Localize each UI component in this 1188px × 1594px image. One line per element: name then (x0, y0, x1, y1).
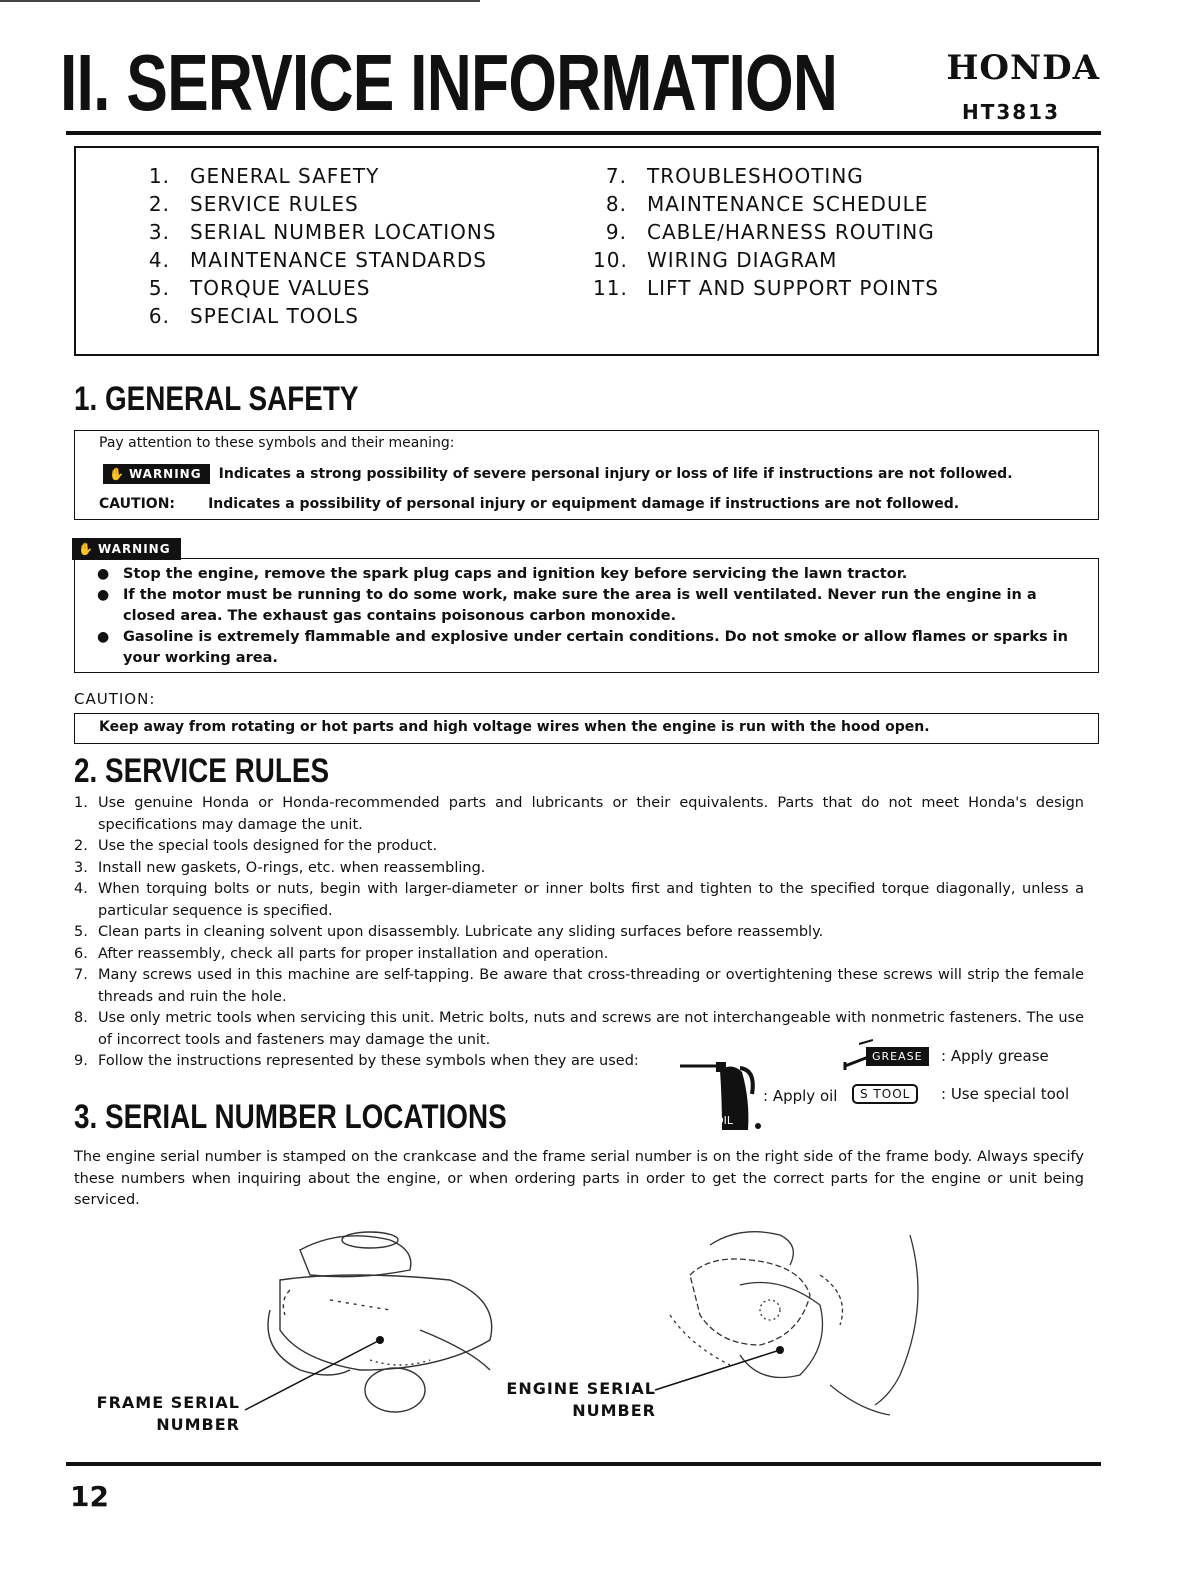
page-title: II. SERVICE INFORMATION (60, 38, 838, 127)
section-heading-service-rules: 2. SERVICE RULES (74, 752, 330, 790)
bottom-rule (66, 1462, 1101, 1466)
warning-box (74, 558, 1099, 673)
caution-definition: Indicates a possibility of personal injury or equipment damage if instructions are not followed. (208, 496, 960, 512)
rule-item: 5. Clean parts in cleaning solvent upon disassembly. Lubricate any sliding surfaces before reassembly. (74, 924, 824, 940)
warning-item: ● If the motor must be running to do some work, make sure the area is well ventilated. Never run the engine in a closed area. The exhaust gas contains poisonous carbon monoxide. (97, 587, 1037, 624)
use-special-tool-label: : Use special tool (941, 1085, 1070, 1103)
legend-intro: Pay attention to these symbols and their meaning: (99, 435, 455, 451)
rule-item: 7. Many screws used in this machine are self-tapping. Be aware that cross-threading or overtightening these screws will strip the female threads and ruin the hole. (74, 967, 1084, 1005)
special-tool-badge: S TOOL (852, 1084, 918, 1104)
service-rules-list (74, 793, 1084, 1073)
brand-logo: HONDA (946, 48, 1100, 88)
rule-item: 8. Use only metric tools when servicing this unit. Metric bolts, nuts and screws are not interchangeable with nonmetric fasteners. The use of incorrect tools and fasteners may damage the unit. (74, 1010, 1084, 1048)
hand-icon: ✋ (78, 542, 94, 556)
rule-item: 9. Follow the instructions represented by these symbols when they are used: (74, 1053, 639, 1069)
toc-item: 6. SPECIAL TOOLS (148, 304, 359, 328)
caution-heading: CAUTION: (74, 690, 156, 708)
caution-box (74, 713, 1099, 744)
legend-warning-row (103, 463, 1013, 484)
caution-label: CAUTION: (99, 496, 176, 512)
apply-oil-label: : Apply oil (763, 1087, 838, 1105)
grease-badge: GREASE (866, 1047, 929, 1066)
top-rule (0, 0, 480, 2)
toc-item: 7. TROUBLESHOOTING (605, 164, 864, 188)
apply-grease-label: : Apply grease (941, 1047, 1049, 1065)
serial-number-paragraph: The engine serial number is stamped on the crankcase and the frame serial number is on the right side of the frame body. Always specify these numbers when inquiring about the engine, or when ordering parts in order to get the correct parts for the engine or unit being serviced. (74, 1149, 1084, 1208)
symbol-legend-box (74, 430, 1099, 520)
warning-badge: ✋ WARNING (103, 464, 210, 484)
rule-item: 1. Use genuine Honda or Honda-recommended parts and lubricants or their equivalents. Parts that do not meet Honda's design specifications may damage the unit. (74, 795, 1084, 833)
toc-item: 9. CABLE/HARNESS ROUTING (605, 220, 935, 244)
toc-item: 11. LIFT AND SUPPORT POINTS (593, 276, 939, 300)
oil-badge: OIL (715, 1114, 734, 1127)
toc-box (74, 146, 1099, 356)
rule-item: 2. Use the special tools designed for the product. (74, 838, 438, 854)
model-number: HT3813 (961, 100, 1060, 124)
legend-caution-row (99, 493, 959, 512)
tractor-illustration (240, 1220, 510, 1440)
rule-item: 6. After reassembly, check all parts for proper installation and operation. (74, 945, 609, 962)
toc-item: 2. SERVICE RULES (148, 192, 359, 216)
warning-item: ● Stop the engine, remove the spark plug caps and ignition key before servicing the lawn tractor. (97, 566, 908, 582)
section-heading-serial-numbers: 3. SERIAL NUMBER LOCATIONS (74, 1098, 507, 1136)
title-rule (66, 131, 1101, 135)
warning-header-badge: ✋ WARNING (72, 538, 181, 560)
warning-item: ● Gasoline is extremely flammable and explosive under certain conditions. Do not smoke or allow flames or sparks in your working area. (97, 629, 1068, 666)
toc-item: 5. TORQUE VALUES (148, 276, 371, 300)
engine-illustration (650, 1215, 940, 1430)
section-heading-general-safety: 1. GENERAL SAFETY (74, 380, 359, 418)
hand-icon: ✋ (109, 467, 125, 481)
toc-item: 4. MAINTENANCE STANDARDS (148, 248, 487, 272)
toc-left-column (136, 164, 497, 332)
toc-item: 3. SERIAL NUMBER LOCATIONS (148, 220, 497, 244)
rule-item: 4. When torquing bolts or nuts, begin with larger-diameter or inner bolts first and tighten to the specified torque diagonally, unless a particular sequence is specified. (74, 881, 1084, 919)
warning-definition: Indicates a strong possibility of severe personal injury or loss of life if instructions are not followed. (218, 466, 1013, 482)
page-number: 12 (70, 1480, 109, 1513)
toc-right-column (593, 164, 939, 304)
toc-item: 10. WIRING DIAGRAM (593, 248, 838, 272)
caution-note: Keep away from rotating or hot parts and high voltage wires when the engine is run with the hood open. (99, 719, 930, 735)
rule-item: 3. Install new gaskets, O-rings, etc. when reassembling. (74, 859, 486, 876)
frame-serial-label: FRAME SERIAL NUMBER (96, 1393, 240, 1434)
toc-item: 1. GENERAL SAFETY (148, 164, 380, 188)
engine-serial-label: ENGINE SERIAL NUMBER (506, 1379, 656, 1420)
toc-item: 8. MAINTENANCE SCHEDULE (605, 192, 929, 216)
